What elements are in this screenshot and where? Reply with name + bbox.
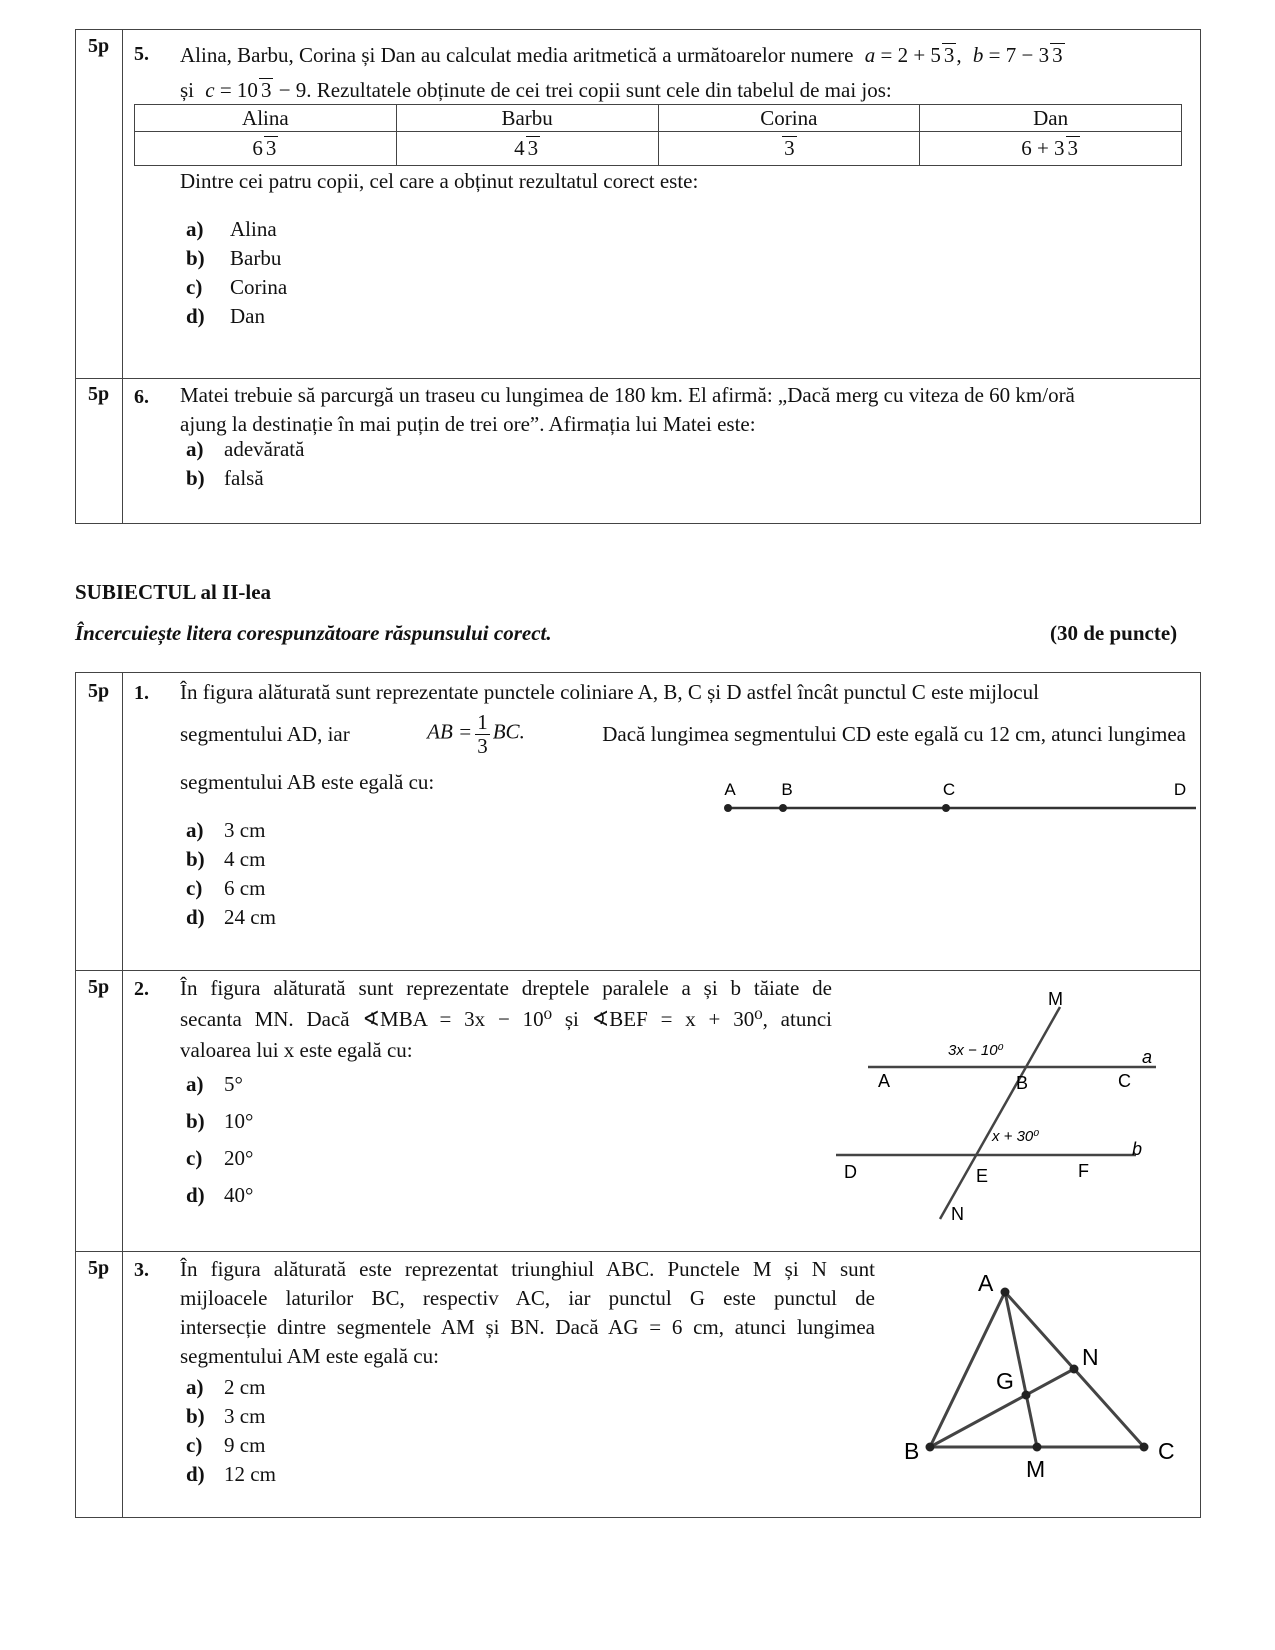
q5-option-d[interactable]: d) Dan: [186, 304, 265, 328]
q6-number: 6.: [134, 386, 149, 408]
label-a: A: [724, 780, 736, 799]
label-b: B: [1016, 1073, 1029, 1093]
table-row: [135, 132, 1182, 166]
row-divider: [76, 970, 1200, 971]
q6-option-a[interactable]: a) adevărată: [186, 437, 305, 461]
label-n: N: [951, 1204, 964, 1224]
triangle-abc: [930, 1292, 1144, 1447]
q3-option-d[interactable]: d) 12 cm: [186, 1462, 276, 1486]
label-b: B: [781, 780, 793, 799]
q2-option-b[interactable]: b) 10°: [186, 1109, 254, 1133]
secant-mn: [940, 1007, 1060, 1219]
q2-number: 2.: [134, 978, 149, 1000]
q1-line3: segmentului AB este egală cu:: [180, 770, 435, 794]
section-instruction: Încercuiește litera corespunzătoare răspunsului corect.: [75, 621, 552, 645]
label-f: F: [1078, 1161, 1089, 1181]
column-divider: [122, 30, 123, 523]
questions-1-3-box: [75, 672, 1201, 1518]
table-value-alina: 6 3: [135, 132, 397, 166]
q3-line1: În figura alăturată este reprezentat triunghiul ABC. Punctele M și N sunt: [180, 1257, 875, 1281]
q1-option-a[interactable]: a) 3 cm: [186, 818, 266, 842]
q6-line1: Matei trebuie să parcurgă un traseu cu lungimea de 180 km. El afirmă: „Dacă merg cu viteza de 60 km/oră: [180, 383, 1075, 407]
angle-label-bef: x + 30⁰: [992, 1128, 1040, 1145]
q2-line2: secanta MN. Dacă ∢MBA = 3x − 10⁰ și ∢BEF = x + 30⁰, atunci: [180, 1007, 832, 1031]
questions-5-6-box: [75, 29, 1201, 524]
label-n: N: [1082, 1344, 1099, 1370]
q2-option-d[interactable]: d) 40°: [186, 1183, 254, 1207]
label-d: D: [844, 1162, 857, 1182]
q6-option-b[interactable]: b) falsă: [186, 466, 264, 490]
q5-points: 5p: [88, 35, 110, 57]
q5-results-table: [134, 104, 1182, 166]
label-e: E: [976, 1166, 989, 1186]
label-line-b: b: [1132, 1139, 1143, 1159]
column-divider: [122, 673, 123, 1517]
q1-segment-figure: [636, 773, 1196, 833]
q5-option-a[interactable]: a) Alina: [186, 217, 277, 241]
row-divider: [76, 1251, 1200, 1252]
q3-line3: intersecție dintre segmentele AM și BN. Dacă AG = 6 cm, atunci lungimea: [180, 1315, 875, 1339]
table-value-barbu: 4 3: [396, 132, 658, 166]
q1-line1: În figura alăturată sunt reprezentate punctele coliniare A, B, C și D astfel încât punctul C este mijlocul: [180, 680, 1039, 704]
q2-option-c[interactable]: c) 20°: [186, 1146, 254, 1170]
q3-points: 5p: [88, 1257, 110, 1279]
table-value-corina: 3: [658, 132, 920, 166]
q3-line4: segmentului AM este egală cu:: [180, 1344, 439, 1368]
q1-option-b[interactable]: b) 4 cm: [186, 847, 266, 871]
table-header-alina: Alina: [135, 105, 397, 132]
label-c: C: [1118, 1071, 1131, 1091]
q2-line1: În figura alăturată sunt reprezentate dreptele paralele a și b tăiate de: [180, 976, 832, 1000]
label-c: C: [942, 780, 956, 799]
section-title: SUBIECTUL al II-lea: [75, 580, 272, 604]
table-header-dan: Dan: [920, 105, 1182, 132]
point-a: [724, 804, 732, 812]
q3-option-c[interactable]: c) 9 cm: [186, 1433, 266, 1457]
label-a: A: [878, 1071, 891, 1091]
row-divider: [76, 378, 1200, 379]
q5-numbers-line: și c = 10 3 − 9. Rezultatele obținute de cei trei copii sunt cele din tabelul de mai jos:: [180, 78, 892, 102]
q5-number: 5.: [134, 43, 149, 65]
q2-parallel-lines-figure: [836, 973, 1196, 1233]
q5-intro: Alina, Barbu, Corina și Dan au calculat media aritmetică a următoarelor numere a = 2 + 5 3, b = 7 − 3 3: [180, 43, 1063, 67]
q3-option-b[interactable]: b) 3 cm: [186, 1404, 266, 1428]
q1-line2: segmentului AD, iar AB = $\frac{1}{3}$ BC. Dacă lungimea segmentului CD este egală cu 12 cm, atunci lungimea: [180, 710, 1186, 758]
table-header-barbu: Barbu: [396, 105, 658, 132]
point-b: [779, 804, 787, 812]
q5-option-b[interactable]: b) Barbu: [186, 246, 282, 270]
q2-option-a[interactable]: a) 5°: [186, 1072, 243, 1096]
q5-option-c[interactable]: c) Corina: [186, 275, 288, 299]
q2-points: 5p: [88, 976, 110, 998]
q3-option-a[interactable]: a) 2 cm: [186, 1375, 266, 1399]
angle-label-mba: 3x − 10⁰: [948, 1042, 1004, 1059]
q3-line2: mijloacele laturilor BC, respectiv AC, iar punctul G este punctul de: [180, 1286, 875, 1310]
q6-line2: ajung la destinație în mai puțin de trei ore”. Afirmația lui Matei este:: [180, 412, 756, 436]
point-c: [1140, 1443, 1149, 1452]
point-c: [942, 804, 950, 812]
table-value-dan: 6 + 3 3: [920, 132, 1182, 166]
q2-line3: valoarea lui x este egală cu:: [180, 1038, 413, 1062]
label-g: G: [996, 1368, 1014, 1394]
point-b: [926, 1443, 935, 1452]
q3-number: 3.: [134, 1259, 149, 1281]
q1-number: 1.: [134, 682, 149, 704]
label-m: M: [1048, 989, 1063, 1009]
label-line-a: a: [1142, 1047, 1153, 1067]
point-n: [1070, 1365, 1079, 1374]
section-score: (30 de puncte): [1050, 621, 1178, 645]
label-a: A: [978, 1270, 994, 1296]
q5-question: Dintre cei patru copii, cel care a obținut rezultatul corect este:: [180, 169, 699, 193]
q1-points: 5p: [88, 680, 110, 702]
label-b: B: [904, 1438, 920, 1464]
q1-option-c[interactable]: c) 6 cm: [186, 876, 266, 900]
table-row: [135, 105, 1182, 132]
label-m: M: [1026, 1456, 1046, 1482]
label-d: D: [1173, 780, 1187, 799]
point-m: [1033, 1443, 1042, 1452]
q3-triangle-figure: [866, 1255, 1196, 1515]
point-g: [1022, 1391, 1031, 1400]
q1-option-d[interactable]: d) 24 cm: [186, 905, 276, 929]
point-a: [1001, 1288, 1010, 1297]
q6-points: 5p: [88, 383, 110, 405]
table-header-corina: Corina: [658, 105, 920, 132]
label-c: C: [1158, 1438, 1175, 1464]
